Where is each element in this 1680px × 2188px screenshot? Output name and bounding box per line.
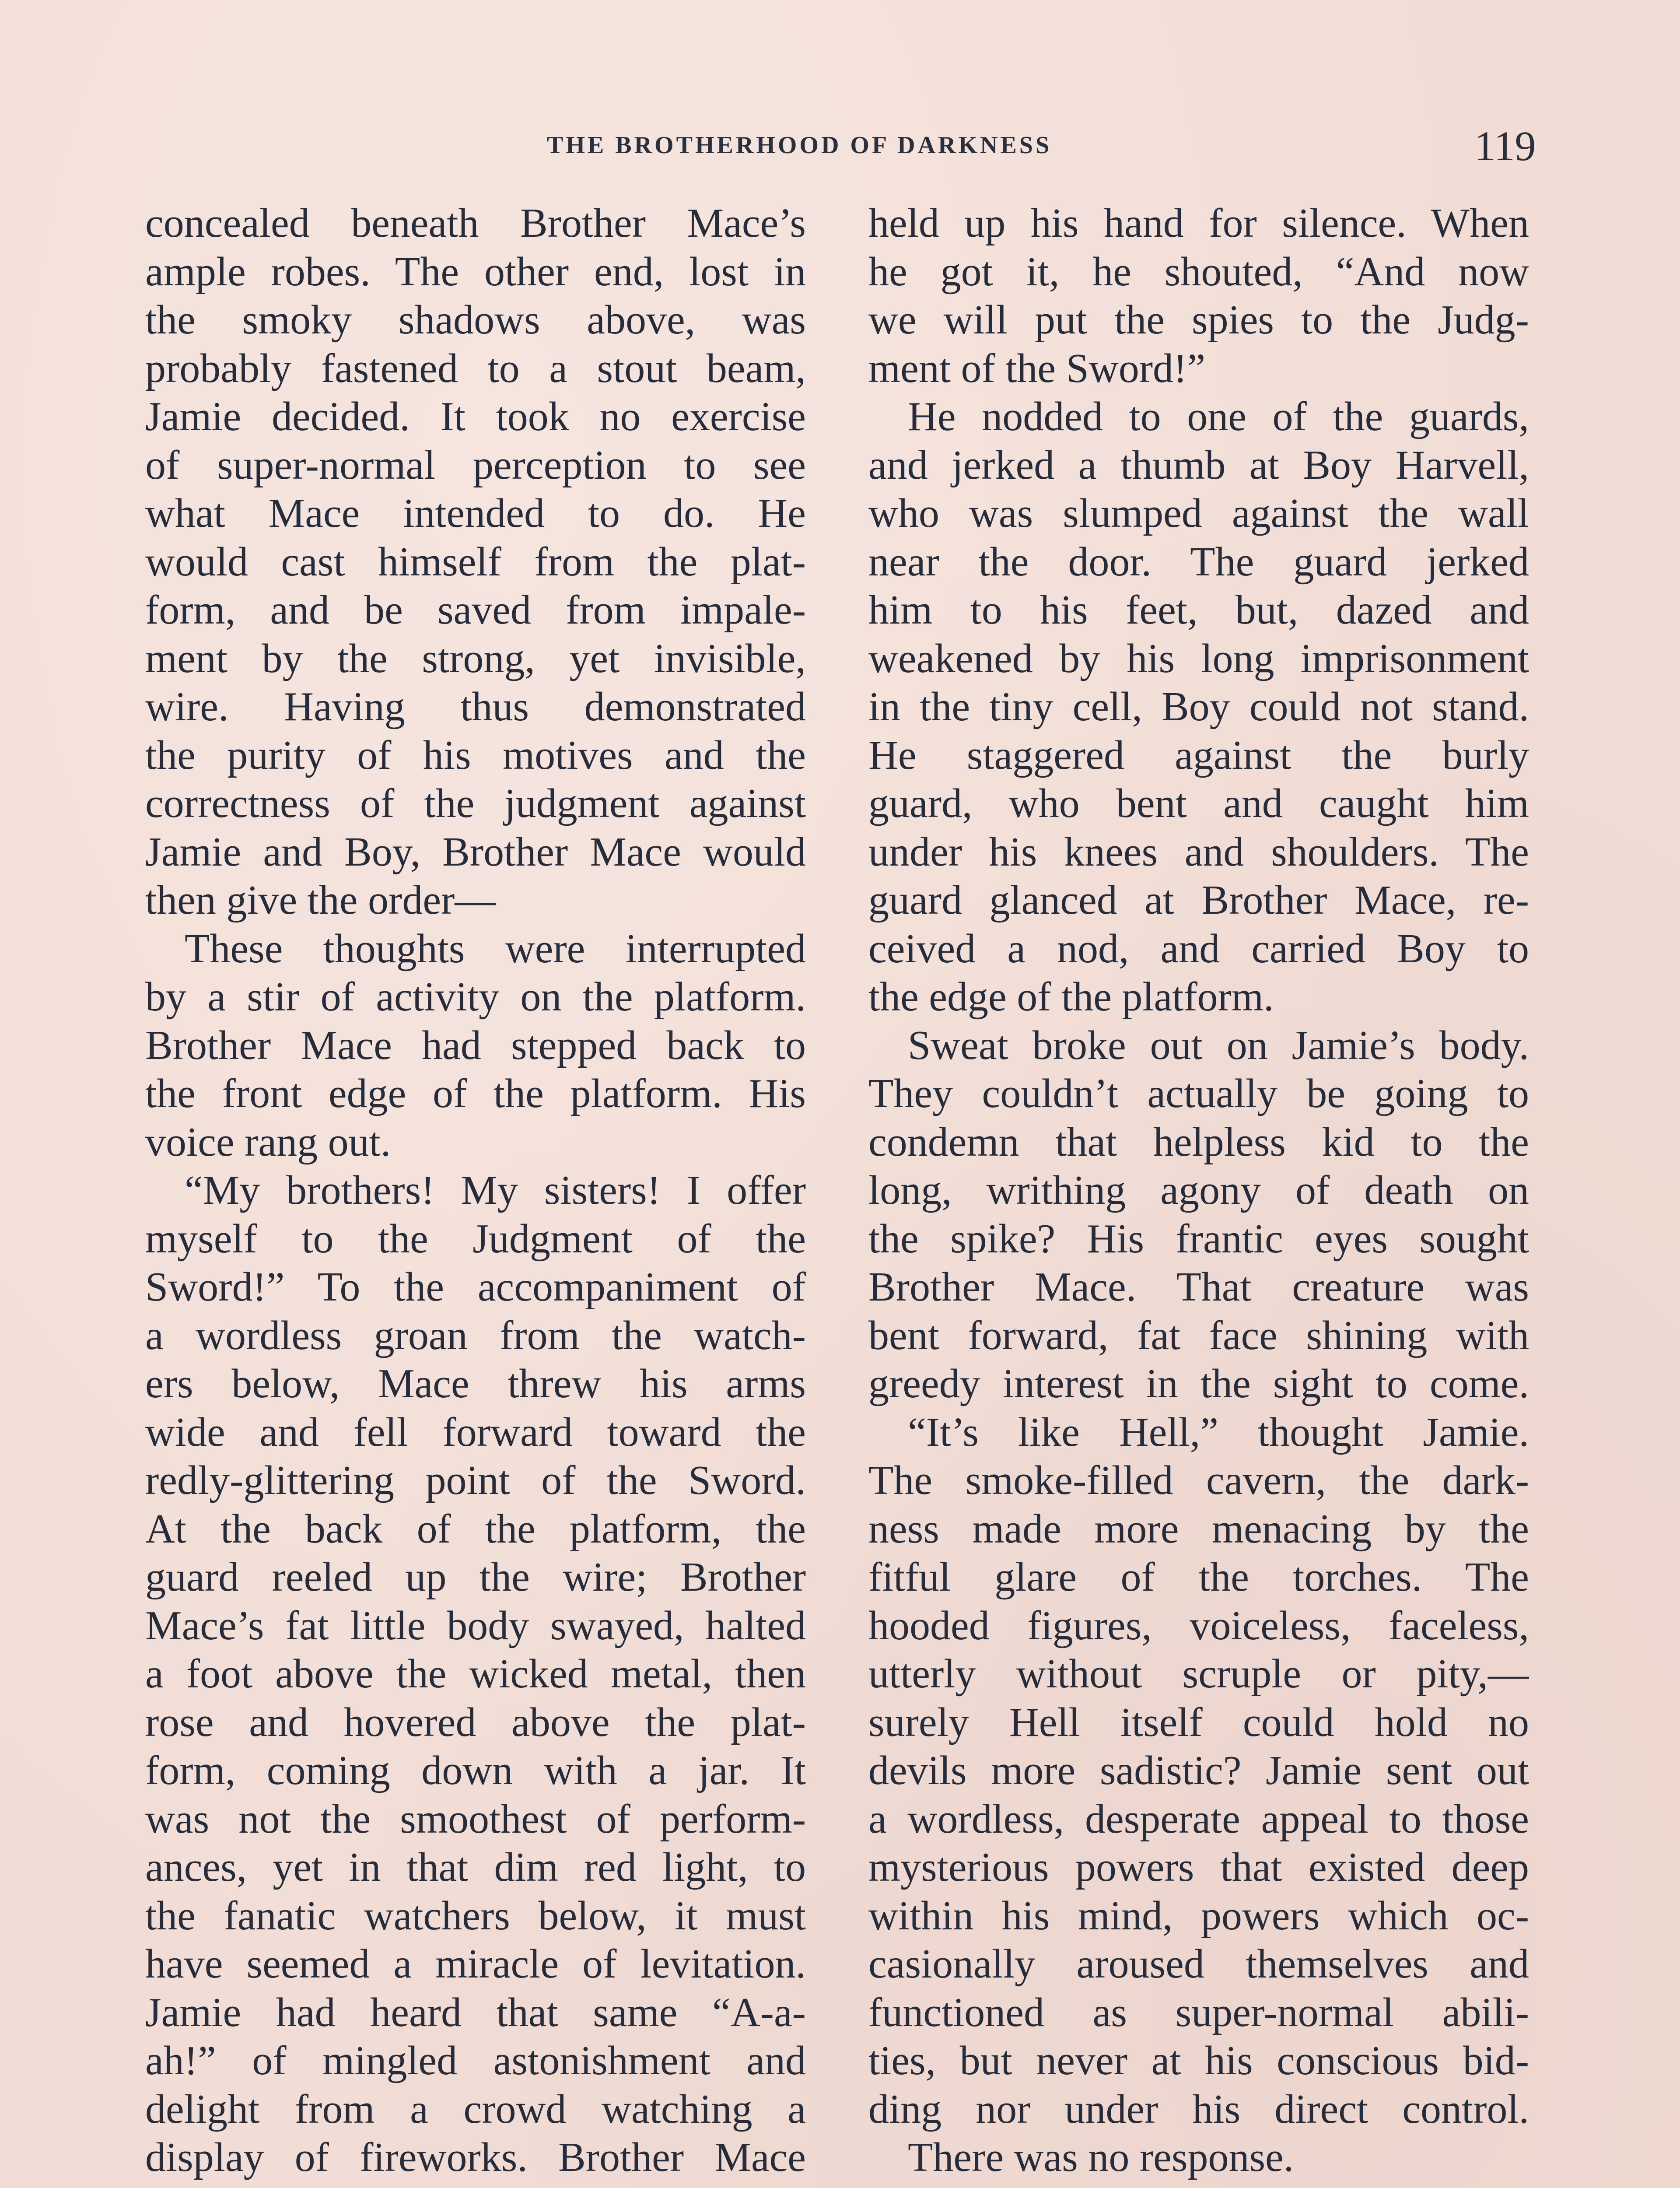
text-line: Mace’s fat little body swayed, halted (145, 1602, 806, 1648)
text-line: what Mace intended to do. He (145, 491, 806, 536)
running-head-title: THE BROTHERHOOD OF DARKNESS (547, 132, 1052, 159)
text-line: then give the order— (145, 877, 496, 923)
text-line: “My brothers! My sisters! I offer (185, 1168, 806, 1213)
text-line: the spike? His frantic eyes sought (868, 1216, 1529, 1262)
text-line: ample robes. The other end, lost in (145, 249, 806, 295)
text-line: ah!” of mingled astonishment and (145, 2038, 806, 2083)
text-line: devils more sadistic? Jamie sent out (868, 1748, 1529, 1793)
text-line: the front edge of the platform. His (145, 1071, 806, 1116)
text-line: probably fastened to a stout beam, (145, 345, 806, 391)
text-line: Sweat broke out on Jamie’s body. (908, 1022, 1529, 1068)
text-line: the fanatic watchers below, it must (145, 1893, 806, 1939)
text-line: guard glanced at Brother Mace, re- (868, 877, 1529, 923)
text-column-right (868, 199, 1529, 2182)
text-line: a wordless groan from the watch- (145, 1312, 806, 1358)
text-line: delight from a crowd watching a (145, 2086, 806, 2132)
text-line: ment by the strong, yet invisible, (145, 635, 806, 681)
text-line: long, writhing agony of death on (868, 1168, 1529, 1213)
text-line: Sword!” To the accompaniment of (145, 1264, 806, 1310)
text-line: Brother Mace. That creature was (868, 1264, 1529, 1310)
text-line: condemn that helpless kid to the (868, 1119, 1529, 1165)
text-line: a foot above the wicked metal, then (145, 1651, 806, 1697)
text-line: ment of the Sword!” (868, 345, 1206, 391)
text-line: him to his feet, but, dazed and (868, 587, 1529, 633)
text-line: bent forward, fat face shining with (868, 1312, 1529, 1358)
text-line: These thoughts were interrupted (185, 926, 806, 971)
text-line: held up his hand for silence. When (868, 200, 1529, 246)
text-line: hooded figures, voiceless, faceless, (868, 1602, 1529, 1648)
text-line: weakened by his long imprisonment (868, 635, 1529, 681)
text-line: He nodded to one of the guards, (908, 394, 1529, 439)
text-line: guard, who bent and caught him (868, 781, 1529, 826)
text-line: redly-glittering point of the Sword. (145, 1458, 806, 1503)
text-line: form, coming down with a jar. It (145, 1748, 806, 1793)
text-line: rose and hovered above the plat- (145, 1699, 806, 1745)
text-line: display of fireworks. Brother Mace (145, 2135, 806, 2180)
text-line: have seemed a miracle of levitation. (145, 1941, 806, 1987)
text-line: the edge of the platform. (868, 974, 1274, 1020)
text-line: “It’s like Hell,” thought Jamie. (908, 1409, 1529, 1455)
text-line: near the door. The guard jerked (868, 539, 1529, 585)
text-line: There was no response. (908, 2135, 1294, 2180)
text-line: surely Hell itself could hold no (868, 1699, 1529, 1745)
text-line: he got it, he shouted, “And now (868, 249, 1529, 295)
text-line: of super-normal perception to see (145, 442, 806, 488)
text-line: ers below, Mace threw his arms (145, 1361, 806, 1406)
text-line: a wordless, desperate appeal to those (868, 1796, 1529, 1842)
text-line: ceived a nod, and carried Boy to (868, 926, 1529, 971)
text-line: form, and be saved from impale- (145, 587, 806, 633)
text-line: He staggered against the burly (868, 732, 1529, 778)
text-line: Jamie decided. It took no exercise (145, 394, 806, 439)
text-line: within his mind, powers which oc- (868, 1893, 1529, 1939)
text-line: ances, yet in that dim red light, to (145, 1844, 806, 1890)
text-line: and jerked a thumb at Boy Harvell, (868, 442, 1529, 488)
text-line: greedy interest in the sight to come. (868, 1361, 1529, 1406)
text-line: Jamie had heard that same “A-a- (145, 1989, 806, 2035)
text-column-left (145, 199, 806, 2182)
text-line: Jamie and Boy, Brother Mace would (145, 829, 806, 875)
text-line: voice rang out. (145, 1119, 391, 1165)
text-line: by a stir of activity on the platform. (145, 974, 806, 1020)
text-line: myself to the Judgment of the (145, 1216, 806, 1262)
text-line: correctness of the judgment against (145, 781, 806, 826)
page-number: 119 (1474, 123, 1536, 169)
text-line: casionally aroused themselves and (868, 1941, 1529, 1987)
text-line: in the tiny cell, Boy could not stand. (868, 684, 1529, 729)
text-line: wide and fell forward toward the (145, 1409, 806, 1455)
text-line: fitful glare of the torches. The (868, 1554, 1529, 1600)
text-line: we will put the spies to the Judg- (868, 297, 1529, 343)
text-line: guard reeled up the wire; Brother (145, 1554, 806, 1600)
text-line: At the back of the platform, the (145, 1506, 806, 1552)
text-line: was not the smoothest of perform- (145, 1796, 806, 1842)
text-line: ding nor under his direct control. (868, 2086, 1529, 2132)
text-line: functioned as super-normal abili- (868, 1989, 1529, 2035)
text-line: under his knees and shoulders. The (868, 829, 1529, 875)
text-line: ness made more menacing by the (868, 1506, 1529, 1552)
text-line: the purity of his motives and the (145, 732, 806, 778)
text-line: Brother Mace had stepped back to (145, 1022, 806, 1068)
text-line: mysterious powers that existed deep (868, 1844, 1529, 1890)
text-line: who was slumped against the wall (868, 491, 1529, 536)
text-line: the smoky shadows above, was (145, 297, 806, 343)
text-line: They couldn’t actually be going to (868, 1071, 1529, 1116)
text-line: The smoke-filled cavern, the dark- (868, 1458, 1529, 1503)
text-line: utterly without scruple or pity,— (868, 1651, 1529, 1697)
text-line: wire. Having thus demonstrated (145, 684, 806, 729)
text-line: would cast himself from the plat- (145, 539, 806, 585)
text-line: concealed beneath Brother Mace’s (145, 200, 806, 246)
text-line: ties, but never at his conscious bid- (868, 2038, 1529, 2083)
